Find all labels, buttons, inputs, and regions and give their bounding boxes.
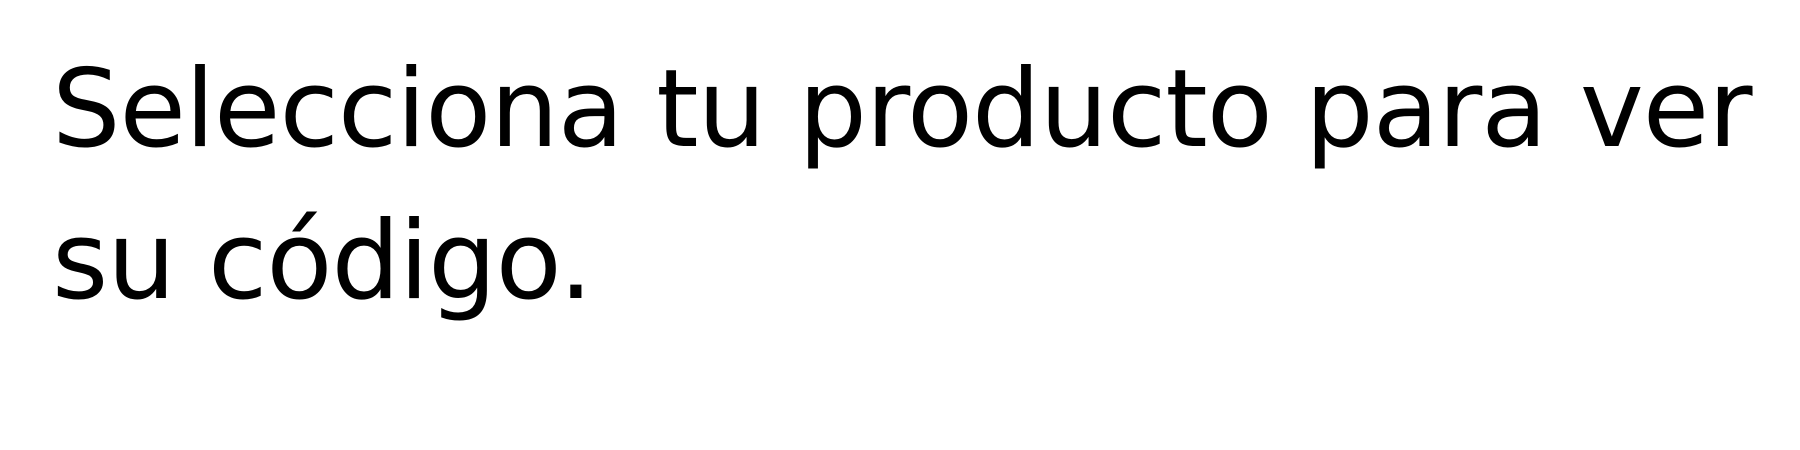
page-title: Selecciona tu producto para ver su código. <box>52 47 1752 324</box>
